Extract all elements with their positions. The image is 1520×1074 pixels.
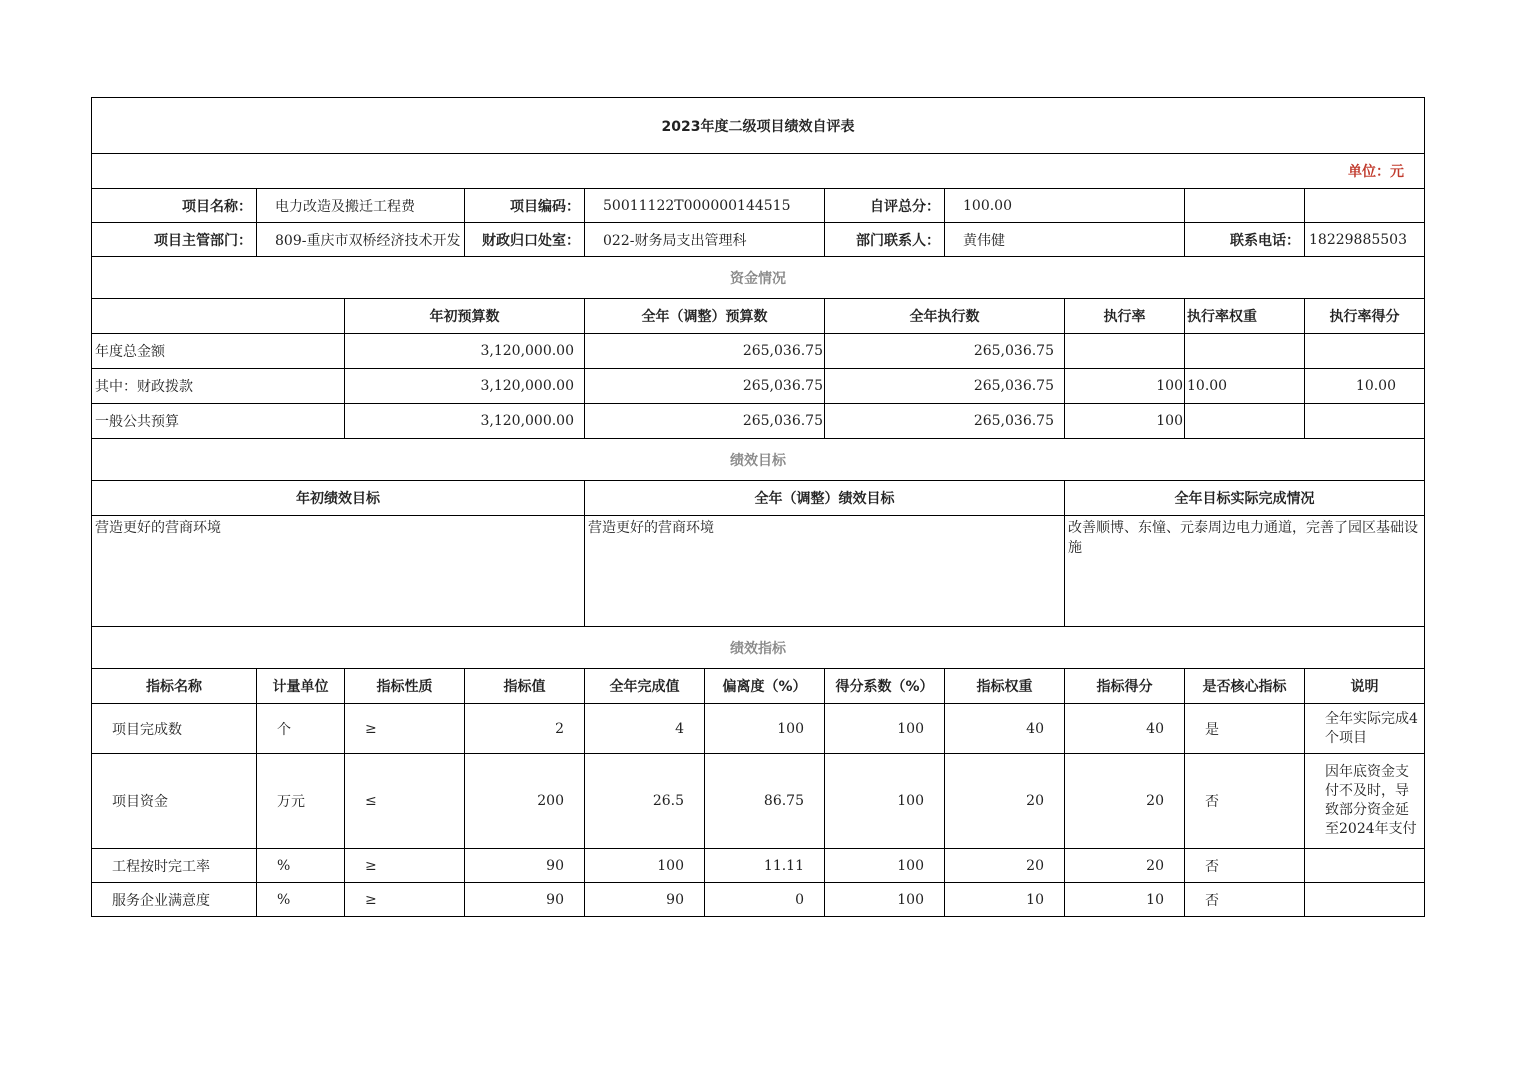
indicator-weight: 20 xyxy=(945,849,1065,883)
indicator-unit: % xyxy=(257,849,345,883)
indicator-actual: 100 xyxy=(585,849,705,883)
evaluation-sheet xyxy=(91,97,1424,917)
indicator-unit: 个 xyxy=(257,704,345,754)
project-code-label: 项目编码： xyxy=(465,189,585,223)
indicator-name: 项目资金 xyxy=(92,754,257,849)
indicator-coefficient: 100 xyxy=(825,849,945,883)
indicator-deviation: 86.75 xyxy=(705,754,825,849)
indicator-header: 计量单位 xyxy=(257,669,345,704)
funds-cell xyxy=(1185,404,1305,439)
funds-header: 执行率 xyxy=(1065,299,1185,334)
indicator-header: 是否核心指标 xyxy=(1185,669,1305,704)
funds-row-label: 一般公共预算 xyxy=(92,404,345,439)
funds-row xyxy=(92,334,1425,369)
total-score-label: 自评总分： xyxy=(825,189,945,223)
indicator-actual: 26.5 xyxy=(585,754,705,849)
indicator-actual: 4 xyxy=(585,704,705,754)
project-name-value: 电力改造及搬迁工程费 xyxy=(257,189,465,223)
empty-cell xyxy=(1305,189,1425,223)
indicator-weight: 40 xyxy=(945,704,1065,754)
funds-cell: 265,036.75 xyxy=(825,404,1065,439)
funds-cell: 265,036.75 xyxy=(825,334,1065,369)
indicator-coefficient: 100 xyxy=(825,754,945,849)
empty-cell xyxy=(1185,189,1305,223)
funds-row xyxy=(92,404,1425,439)
funds-cell xyxy=(1305,404,1425,439)
indicator-note: 因年底资金支付不及时，导致部分资金延至2024年支付 xyxy=(1305,754,1425,849)
indicator-core: 是 xyxy=(1185,704,1305,754)
indicator-header: 指标值 xyxy=(465,669,585,704)
info-row-2 xyxy=(92,223,1425,257)
indicator-header: 指标得分 xyxy=(1065,669,1185,704)
indicator-target: 200 xyxy=(465,754,585,849)
department-label: 项目主管部门： xyxy=(92,223,257,257)
funds-header: 执行率权重 xyxy=(1185,299,1305,334)
indicator-row xyxy=(92,754,1425,849)
indicator-coefficient: 100 xyxy=(825,883,945,917)
funds-row-label: 其中：财政拨款 xyxy=(92,369,345,404)
indicator-score: 20 xyxy=(1065,849,1185,883)
funds-header: 全年（调整）预算数 xyxy=(585,299,825,334)
indicator-header: 说明 xyxy=(1305,669,1425,704)
indicator-nature: ≥ xyxy=(345,704,465,754)
funds-header-row xyxy=(92,299,1425,334)
funds-row-label: 年度总金额 xyxy=(92,334,345,369)
indicator-header: 得分系数（%） xyxy=(825,669,945,704)
funds-cell: 10.00 xyxy=(1185,369,1305,404)
indicator-nature: ≥ xyxy=(345,883,465,917)
funds-cell: 3,120,000.00 xyxy=(345,369,585,404)
indicator-deviation: 11.11 xyxy=(705,849,825,883)
indicator-target: 90 xyxy=(465,883,585,917)
finance-office-label: 财政归口处室： xyxy=(465,223,585,257)
funds-cell: 265,036.75 xyxy=(585,404,825,439)
funds-cell: 3,120,000.00 xyxy=(345,334,585,369)
indicator-name: 服务企业满意度 xyxy=(92,883,257,917)
indicator-score: 40 xyxy=(1065,704,1185,754)
goals-header: 年初绩效目标 xyxy=(92,481,585,516)
page-title: 2023年度二级项目绩效自评表 xyxy=(92,98,1425,154)
indicators-section-title: 绩效指标 xyxy=(92,627,1425,669)
total-score-value: 100.00 xyxy=(945,189,1185,223)
goals-header: 全年目标实际完成情况 xyxy=(1065,481,1425,516)
contact-value: 黄伟健 xyxy=(945,223,1185,257)
info-row-1 xyxy=(92,189,1425,223)
goals-header: 全年（调整）绩效目标 xyxy=(585,481,1065,516)
department-value: 809-重庆市双桥经济技术开发 xyxy=(257,223,465,257)
indicator-row xyxy=(92,704,1425,754)
indicator-score: 20 xyxy=(1065,754,1185,849)
goal-initial: 营造更好的营商环境 xyxy=(92,516,585,627)
finance-office-value: 022-财务局支出管理科 xyxy=(585,223,825,257)
funds-cell: 265,036.75 xyxy=(585,334,825,369)
indicator-coefficient: 100 xyxy=(825,704,945,754)
phone-value: 18229885503 xyxy=(1305,223,1425,257)
indicator-unit: % xyxy=(257,883,345,917)
indicator-header: 指标性质 xyxy=(345,669,465,704)
funds-cell: 3,120,000.00 xyxy=(345,404,585,439)
indicator-deviation: 0 xyxy=(705,883,825,917)
indicator-header: 指标权重 xyxy=(945,669,1065,704)
goal-actual: 改善顺博、东憧、元泰周边电力通道，完善了园区基础设施 xyxy=(1065,516,1425,627)
indicator-nature: ≥ xyxy=(345,849,465,883)
indicator-score: 10 xyxy=(1065,883,1185,917)
indicator-row xyxy=(92,849,1425,883)
indicator-name: 项目完成数 xyxy=(92,704,257,754)
indicator-header: 偏离度（%） xyxy=(705,669,825,704)
project-code-value: 50011122T000000144515 xyxy=(585,189,825,223)
funds-header: 全年执行数 xyxy=(825,299,1065,334)
indicator-note xyxy=(1305,883,1425,917)
indicator-core: 否 xyxy=(1185,883,1305,917)
funds-cell: 265,036.75 xyxy=(825,369,1065,404)
indicator-actual: 90 xyxy=(585,883,705,917)
indicator-header: 全年完成值 xyxy=(585,669,705,704)
indicator-row xyxy=(92,883,1425,917)
funds-cell: 265,036.75 xyxy=(585,369,825,404)
indicator-note: 全年实际完成4个项目 xyxy=(1305,704,1425,754)
funds-section-title: 资金情况 xyxy=(92,257,1425,299)
indicator-core: 否 xyxy=(1185,849,1305,883)
funds-header: 年初预算数 xyxy=(345,299,585,334)
goals-row xyxy=(92,516,1425,627)
funds-row xyxy=(92,369,1425,404)
funds-cell: 100 xyxy=(1065,369,1185,404)
funds-header-blank xyxy=(92,299,345,334)
funds-cell xyxy=(1065,334,1185,369)
indicator-header: 指标名称 xyxy=(92,669,257,704)
indicator-weight: 20 xyxy=(945,754,1065,849)
indicator-note xyxy=(1305,849,1425,883)
indicator-deviation: 100 xyxy=(705,704,825,754)
project-name-label: 项目名称： xyxy=(92,189,257,223)
goal-adjusted: 营造更好的营商环境 xyxy=(585,516,1065,627)
funds-cell xyxy=(1305,334,1425,369)
funds-cell: 100 xyxy=(1065,404,1185,439)
funds-cell: 10.00 xyxy=(1305,369,1425,404)
indicator-target: 2 xyxy=(465,704,585,754)
indicator-nature: ≤ xyxy=(345,754,465,849)
indicator-target: 90 xyxy=(465,849,585,883)
phone-label: 联系电话： xyxy=(1185,223,1305,257)
indicator-name: 工程按时完工率 xyxy=(92,849,257,883)
funds-cell xyxy=(1185,334,1305,369)
indicator-core: 否 xyxy=(1185,754,1305,849)
funds-header: 执行率得分 xyxy=(1305,299,1425,334)
unit-label: 单位：元 xyxy=(92,154,1425,189)
contact-label: 部门联系人： xyxy=(825,223,945,257)
goals-section-title: 绩效目标 xyxy=(92,439,1425,481)
goals-header-row xyxy=(92,481,1425,516)
indicator-weight: 10 xyxy=(945,883,1065,917)
indicators-header-row xyxy=(92,669,1425,704)
indicator-unit: 万元 xyxy=(257,754,345,849)
evaluation-table xyxy=(91,97,1425,917)
